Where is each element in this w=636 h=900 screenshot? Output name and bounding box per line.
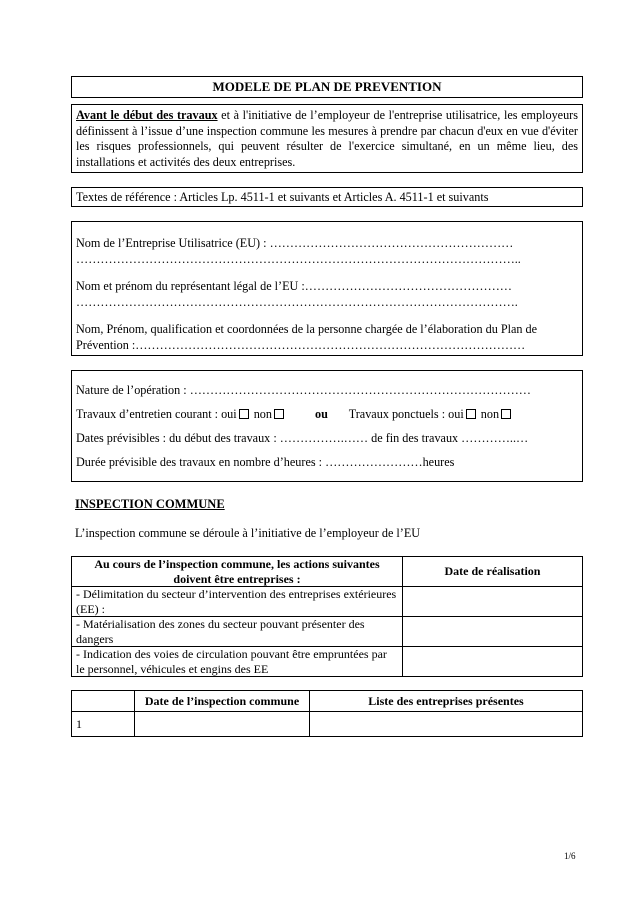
table-row — [72, 647, 583, 677]
punctual-oui-label: oui — [448, 407, 464, 421]
work-type-line — [76, 407, 578, 422]
companies-header: Liste des entreprises présentes — [310, 691, 583, 712]
reference-texts: Textes de référence : Articles Lp. 4511-1 et suivants et Articles A. 4511-1 et suivants — [71, 187, 583, 207]
table-row — [72, 712, 583, 737]
table-row — [72, 617, 583, 647]
rep-name-field-cont[interactable]: ………………………………………………………………………………………………. — [76, 294, 518, 309]
inspection-date-header: Date de l’inspection commune — [135, 691, 310, 712]
date-cell[interactable] — [403, 647, 583, 677]
inspection-date-cell[interactable] — [135, 712, 310, 737]
intro-text: et à l'initiative de l’employeur de l'entreprise utilisatrice, les employeurs définissent à l’issue d’une inspection commune les mesures à prendre par chacun d'eux en vue d'éviter les risques professionnels, qui peuvent résulter de l'exercice simultané, en un même lieu, des installations et activités des deux entreprises. — [76, 108, 578, 169]
current-non-label: non — [253, 407, 272, 421]
inspection-table — [71, 690, 583, 737]
section-title: INSPECTION COMMUNE — [75, 497, 225, 511]
index-cell: 1 — [72, 712, 135, 737]
actions-header: Au cours de l’inspection commune, les actions suivantes doivent être entreprises : — [72, 557, 403, 587]
dates-field[interactable]: Dates prévisibles : du début des travaux : …………….…… de fin des travaux …………..… — [76, 431, 529, 445]
companies-cell[interactable] — [310, 712, 583, 737]
date-cell[interactable] — [403, 617, 583, 647]
or-label: ou — [315, 407, 328, 421]
punctual-work-label: Travaux ponctuels : — [348, 407, 446, 421]
action-cell: - Délimitation du secteur d’intervention des entreprises extérieures (EE) : — [72, 587, 403, 617]
date-cell[interactable] — [403, 587, 583, 617]
current-work-label: Travaux d’entretien courant : — [76, 407, 219, 421]
action-cell: - Indication des voies de circulation pouvant être empruntées par le personnel, véhicules et engins des EE — [72, 647, 403, 677]
duration-field[interactable]: Durée prévisible des travaux en nombre d’heures : ……………………heures — [76, 455, 455, 469]
plan-person-field[interactable]: Nom, Prénom, qualification et coordonnées de la personne chargée de l’élaboration du Plan de Prévention :…………………………………………………………………………………… — [76, 322, 538, 352]
eu-name-field-cont[interactable]: ……………………………………………………………………………………………….. — [76, 251, 521, 266]
punctual-non-checkbox[interactable] — [501, 409, 511, 419]
intro-lead: Avant le début des travaux — [76, 108, 218, 122]
eu-name-field[interactable]: Nom de l’Entreprise Utilisatrice (EU) : …………………………………………………… — [76, 236, 514, 250]
section-intro: L’inspection commune se déroule à l’initiative de l’employeur de l’EU — [75, 526, 421, 540]
rep-name-field[interactable]: Nom et prénom du représentant légal de l’EU :…………………………………………… — [76, 279, 512, 293]
table-row — [72, 587, 583, 617]
current-oui-checkbox[interactable] — [239, 409, 249, 419]
operation-nature-field[interactable]: Nature de l’opération : ………………………………………………………………………… — [76, 383, 531, 397]
document-title: MODELE DE PLAN DE PREVENTION — [71, 76, 583, 98]
current-non-checkbox[interactable] — [274, 409, 284, 419]
company-info-section — [71, 221, 583, 356]
current-oui-label: oui — [221, 407, 237, 421]
punctual-non-label: non — [480, 407, 500, 421]
date-header: Date de réalisation — [403, 557, 583, 587]
page-number: 1/6 — [564, 851, 576, 861]
actions-table — [71, 556, 583, 677]
index-header — [72, 691, 135, 712]
intro-paragraph — [71, 104, 583, 173]
action-cell: - Matérialisation des zones du secteur pouvant présenter des dangers — [72, 617, 403, 647]
operation-section — [71, 370, 583, 482]
punctual-oui-checkbox[interactable] — [466, 409, 476, 419]
